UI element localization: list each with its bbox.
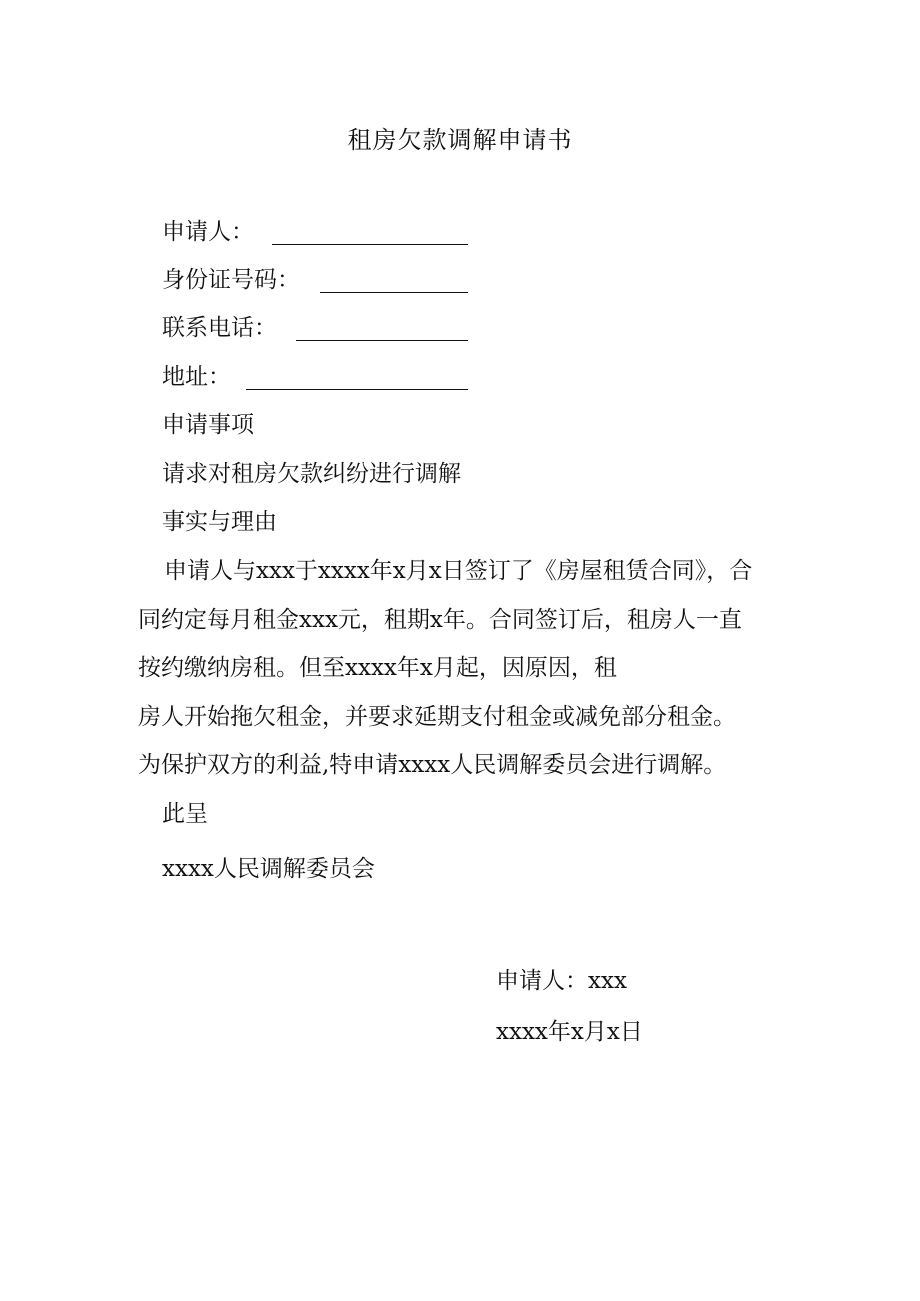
request-text: 请求对租房欠款纠纷进行调解 [162, 461, 461, 487]
facts-line: 为保护双方的利益,特申请xxxx人民调解委员会进行调解。 [138, 752, 727, 778]
facts-line: 申请人与xxx于xxxx年x月x日签订了《房屋租赁合同》，合 [164, 558, 753, 584]
facts-paragraph [138, 547, 798, 790]
id-number-blank-line [320, 292, 468, 293]
address-field [162, 359, 231, 395]
recipient: xxxx人民调解委员会 [162, 856, 375, 882]
address-blank-line [246, 389, 468, 390]
phone-label: 联系电话： [162, 315, 277, 341]
facts-line: 按约缴纳房租。但至xxxx年x月起，因原因，租 [138, 655, 617, 681]
facts-heading: 事实与理由 [162, 509, 277, 535]
facts-line: 同约定每月租金xxx元，租期x年。合同签订后，租房人一直 [138, 606, 742, 633]
applicant-blank-line [272, 244, 468, 245]
phone-blank-line [296, 340, 468, 341]
signer-line: 申请人：xxx [496, 968, 627, 994]
id-number-field [162, 262, 300, 298]
facts-line: 房人开始拖欠租金，并要求延期支付租金或减免部分租金。 [138, 703, 736, 730]
applicant-field [162, 214, 254, 250]
id-number-label: 身份证号码： [162, 267, 300, 293]
applicant-label: 申请人： [162, 219, 254, 245]
submit-phrase: 此呈 [162, 801, 208, 827]
document-title: 租房欠款调解申请书 [347, 126, 573, 154]
phone-field [162, 310, 277, 346]
request-heading: 申请事项 [162, 412, 254, 438]
address-label: 地址： [162, 364, 231, 390]
signature-date: xxxx年x月x日 [496, 1019, 643, 1045]
